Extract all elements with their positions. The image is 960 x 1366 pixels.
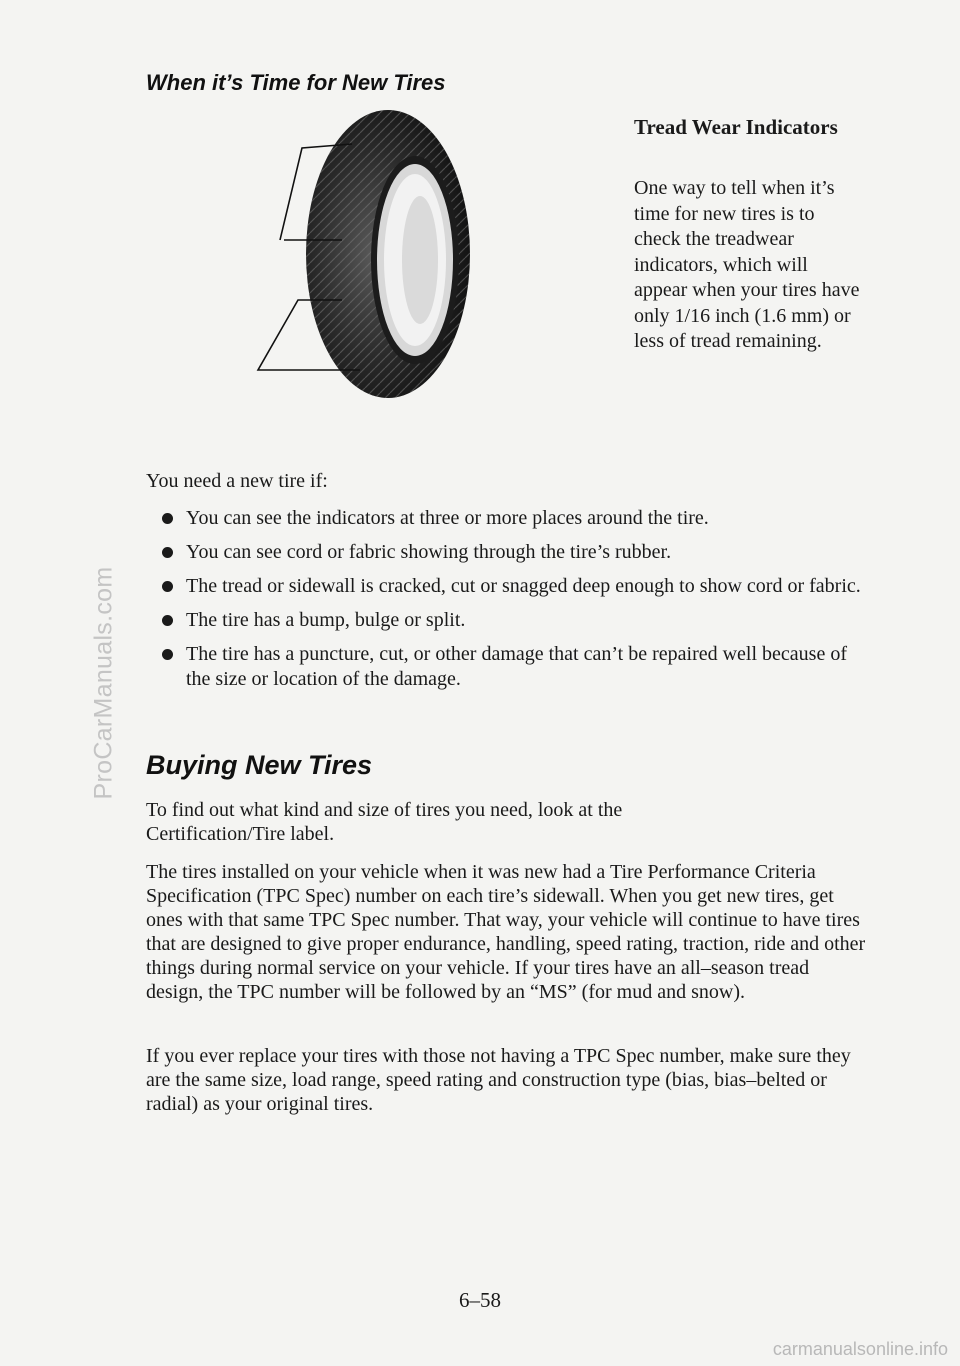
bullet-icon — [162, 615, 173, 626]
tire-illustration — [250, 108, 570, 400]
list-item-text: The tire has a bump, bulge or split. — [186, 609, 466, 631]
list-item — [146, 506, 866, 531]
buying-paragraph-3: If you ever replace your tires with those not having a TPC Spec number, make sure they are the same size, load range, speed rating and construction type (bias, bias–belted or radial) as your original tires. — [146, 1045, 851, 1115]
bullet-icon — [162, 649, 173, 660]
list-item — [146, 642, 866, 692]
section-heading: When it’s Time for New Tires — [146, 70, 446, 95]
new-tire-conditions-list — [146, 506, 866, 701]
bullet-icon — [162, 547, 173, 558]
list-item-text: You can see cord or fabric showing through the tire’s rubber. — [186, 541, 672, 563]
list-item-text: You can see the indicators at three or more places around the tire. — [186, 507, 709, 529]
tread-wear-text: One way to tell when it’s time for new tires is to check the treadwear indicators, which will appear when your tires have only 1/16 inch (1.6 mm) or less of tread remaining. — [634, 177, 860, 352]
tread-wear-heading: Tread Wear Indicators — [634, 115, 838, 139]
list-item — [146, 608, 866, 633]
bottom-watermark: carmanualsonline.info — [772, 1339, 948, 1359]
list-item-text: The tire has a puncture, cut, or other damage that can’t be repaired well because of the size or location of the damage. — [186, 643, 847, 690]
tire-icon — [250, 108, 570, 400]
list-item — [146, 574, 866, 599]
list-item-text: The tread or sidewall is cracked, cut or snagged deep enough to show cord or fabric. — [186, 575, 861, 597]
buying-new-tires-heading: Buying New Tires — [146, 750, 373, 780]
new-tire-intro: You need a new tire if: — [146, 470, 328, 492]
list-item — [146, 540, 866, 565]
page-number: 6–58 — [459, 1288, 501, 1312]
buying-paragraph-1: To find out what kind and size of tires you need, look at the Certification/Tire label. — [146, 799, 623, 845]
bullet-icon — [162, 513, 173, 524]
buying-paragraph-2: The tires installed on your vehicle when it was new had a Tire Performance Criteria Specification (TPC Spec) number on each tire’s sidewall. When you get new tires, get ones with that same TPC Spec number. That way, your vehicle will continue to have tires that are designed to give proper endurance, handling, speed rating, traction, ride and other things during normal service on your vehicle. If your tires have an all–season tread design, the TPC number will be followed by an “MS” (for mud and snow). — [146, 861, 866, 1003]
side-watermark: ProCarManuals.com — [89, 566, 118, 800]
bullet-icon — [162, 581, 173, 592]
